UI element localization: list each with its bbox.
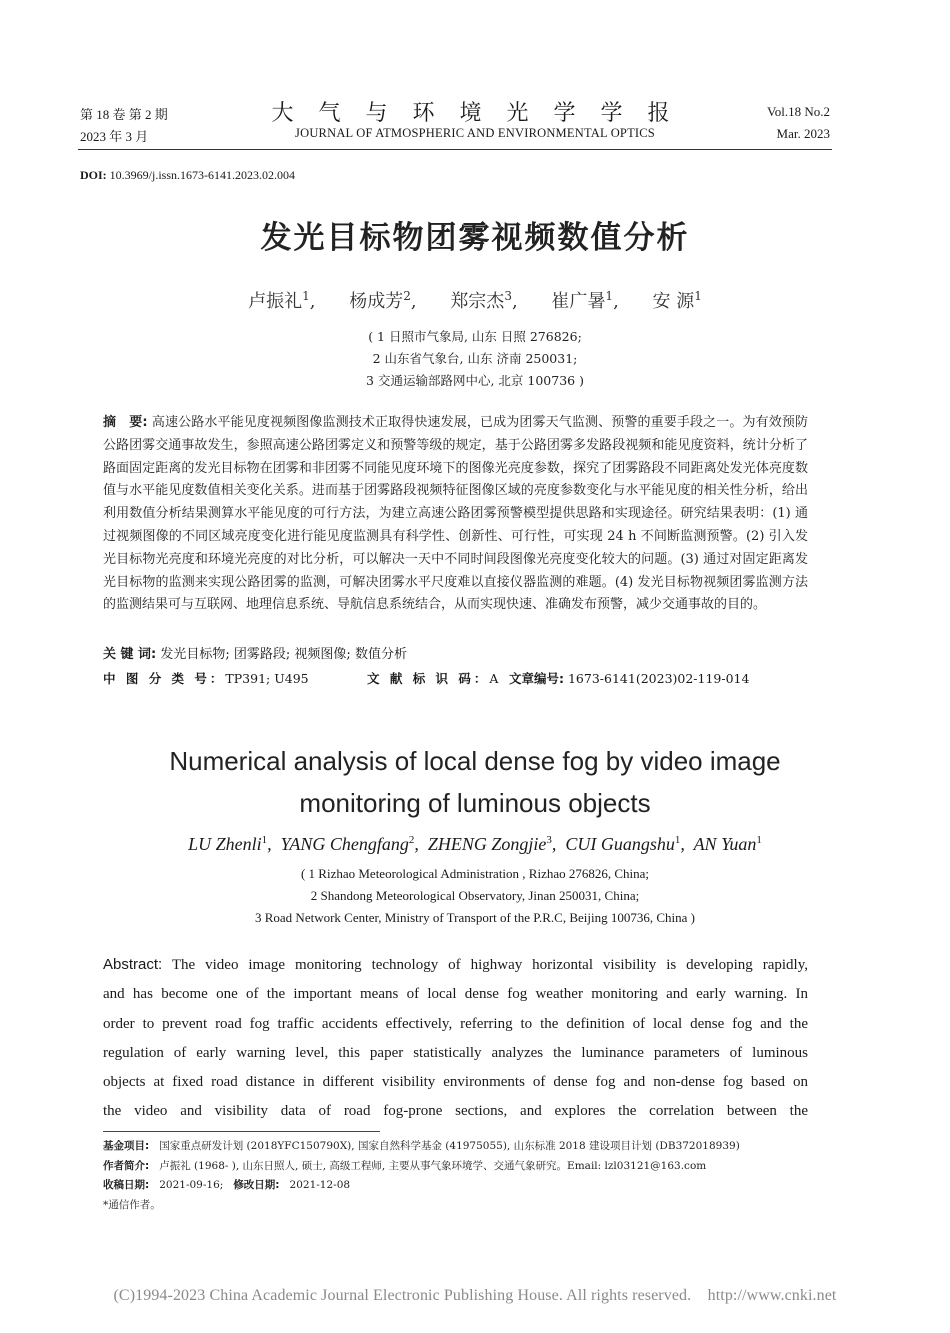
article-label: 文章编号: — [509, 671, 564, 686]
affiliation-cn-1: ( 1 日照市气象局, 山东 日照 276826; — [368, 329, 582, 344]
author-cn: 杨成芳$^2$, — [349, 289, 417, 312]
footnote-dates — [103, 1175, 350, 1195]
header-date-cn: 2023 年 3 月 — [80, 129, 149, 144]
revised-value: 2021-12-08 — [289, 1179, 351, 1191]
affiliation-cn-2: 2 山东省气象台, 山东 济南 250031; — [372, 351, 578, 366]
paper-title-en-line-2: monitoring of luminous objects — [299, 788, 651, 818]
author-en: ZHENG Zongjie$^3$, — [427, 834, 557, 854]
footnote-rule — [103, 1131, 380, 1132]
abstract-en-line: regulation of early warning level, this paper statistically analyzes the luminance parameters of luminous — [103, 1044, 808, 1061]
author-en: LU Zhenli$^1$, — [188, 834, 272, 854]
abstract-en-label: Abstract: — [103, 956, 163, 973]
abstract-en-line: the video and visibility data of road fog-prone sections, and explores the correlation between the — [103, 1103, 808, 1120]
paper-title-en-line-1: Numerical analysis of local dense fog by video image — [169, 746, 781, 776]
affiliation-en-2: 2 Shandong Meteorological Observatory, Jinan 250031, China; — [310, 888, 640, 903]
paper-title-cn: 发光目标物团雾视频数值分析 — [260, 220, 690, 256]
affiliation-en-1: ( 1 Rizhao Meteorological Administration , Rizhao 276826, China; — [300, 866, 650, 881]
author-en: AN Yuan$^1$ — [693, 834, 762, 854]
affiliation-cn-3: 3 交通运输部路网中心, 北京 100736 ) — [366, 373, 584, 388]
paper-title-en — [0, 740, 950, 824]
header-rule — [78, 149, 832, 150]
abstract-cn — [103, 412, 808, 617]
doc-value: A — [489, 671, 499, 686]
footnote-author — [103, 1156, 706, 1176]
author-cn: 安 源$^1$ — [652, 289, 702, 312]
affiliation-en-3: 3 Road Network Center, Ministry of Transport of the P.R.C, Beijing 100736, China ) — [254, 910, 696, 925]
header-date-en: Mar. 2023 — [776, 126, 830, 141]
authors-cn — [0, 287, 950, 313]
abstract-en-line: objects at fixed road distance in different visibility environments of dense fog and non-dense fog based on — [103, 1074, 808, 1091]
abstract-en — [103, 950, 808, 1127]
keywords-cn-label: 关 键 词: — [103, 647, 157, 662]
abstract-cn-text: 高速公路水平能见度视频图像监测技术正取得快速发展，已成为团雾天气监测、预警的重要手段之一。为有效预防公路团雾交通事故发生，参照高速公路团雾定义和预警等级的规定，基于公路团雾多发路段视频和能见度资料，统计分析了路面固定距离的发光目标物在团雾和非团雾不同能见度环境下的图像光亮度参数，探究了团雾路段不同距离处发光体亮度数值与水平能见度数值相关变化关系。进而基于团雾路段视频特征图像区域的亮度参数变化与水平能见度的相关性分析，给出利用数值分析结果测算水平能见度的可行方法，为建立高速公路团雾预警模型提供思路和实现途径。研究结果表明：(1) 通过视频图像的不同区域亮度变化进行能见度监测具有科学性、创新性、可行性，可实现 24 h 不间断监测预警。(2) 引入发光目标物光亮度和环境光亮度的对比分析，可以解决一天中不同时间段图像光亮度变化较大的问题。(3) 通过对固定距离发光目标物的监测来实现公路团雾的监测，可解决团雾水平尺度难以直接仪器监测的难题。(4) 发光目标物视频团雾监测方法的监测结果可与互联网、地理信息系统、导航信息系统结合，从而实现快速、准确发布预警，减少交通事故的目的。 — [103, 415, 808, 613]
author-cn: 崔广暑$^1$, — [551, 289, 619, 312]
fund-text: 国家重点研发计划 (2018YFC150790X), 国家自然科学基金 (41975055), 山东标准 2018 建设项目计划 (DB372018939) — [159, 1140, 740, 1152]
journal-title-cn: 大 气 与 环 境 光 学 学 报 — [271, 101, 679, 126]
author-cn: 郑宗杰$^3$, — [450, 289, 518, 312]
doi-line — [80, 168, 295, 183]
journal-title-en: JOURNAL OF ATMOSPHERIC AND ENVIRONMENTAL OPTICS — [295, 126, 655, 140]
abstract-en-line: order to prevent road fog traffic accidents effectively, referring to the definition of local dense fog and the — [103, 1015, 808, 1032]
fund-label: 基金项目: — [103, 1140, 150, 1152]
header-volume-en: Vol.18 No.2 — [767, 104, 830, 119]
doi-value: 10.3969/j.issn.1673-6141.2023.02.004 — [109, 168, 296, 182]
revised-label: 修改日期: — [233, 1179, 280, 1191]
doc-code — [367, 669, 498, 687]
doc-label: 文 献 标 识 码： — [367, 671, 490, 686]
footnote-fund — [103, 1136, 740, 1156]
header-volume-cn: 第 18 卷 第 2 期 — [80, 107, 168, 122]
received-label: 收稿日期: — [103, 1179, 150, 1191]
author-en: YANG Chengfang$^2$, — [280, 834, 419, 854]
doi-label: DOI: — [80, 168, 107, 182]
article-value: 1673-6141(2023)02-119-014 — [567, 671, 750, 686]
abstract-en-line: Abstract: The video image monitoring technology of highway horizontal visibility is developing rapidly, — [103, 956, 808, 973]
article-number — [509, 669, 749, 687]
authors-en — [0, 834, 950, 855]
abstract-cn-label: 摘 要: — [103, 415, 148, 430]
affiliations-cn — [0, 326, 950, 392]
keywords-cn — [103, 643, 808, 662]
copyright-notice: (C)1994-2023 China Academic Journal Electronic Publishing House. All rights reserved. http://www.cnki.net — [113, 1287, 837, 1304]
author-bio-label: 作者简介: — [103, 1160, 150, 1172]
clc-value: TP391; U495 — [225, 671, 309, 686]
footnote-corresponding: *通信作者。 — [103, 1199, 161, 1211]
clc-label: 中 图 分 类 号： — [103, 671, 226, 686]
affiliations-en — [0, 863, 950, 929]
keywords-cn-text: 发光目标物; 团雾路段; 视频图像; 数值分析 — [160, 647, 407, 662]
received-value: 2021-09-16; — [159, 1179, 224, 1191]
author-bio-text: 卢振礼 (1968- ), 山东日照人, 硕士, 高级工程师, 主要从事气象环境学、交通气象研究。Email: lzl03121@163.com — [159, 1160, 707, 1172]
abstract-en-line: and has become one of the important means of local dense fog weather monitoring and early warning. In — [103, 986, 808, 1003]
author-cn: 卢振礼$^1$, — [248, 289, 316, 312]
author-en: CUI Guangshu$^1$, — [565, 834, 685, 854]
